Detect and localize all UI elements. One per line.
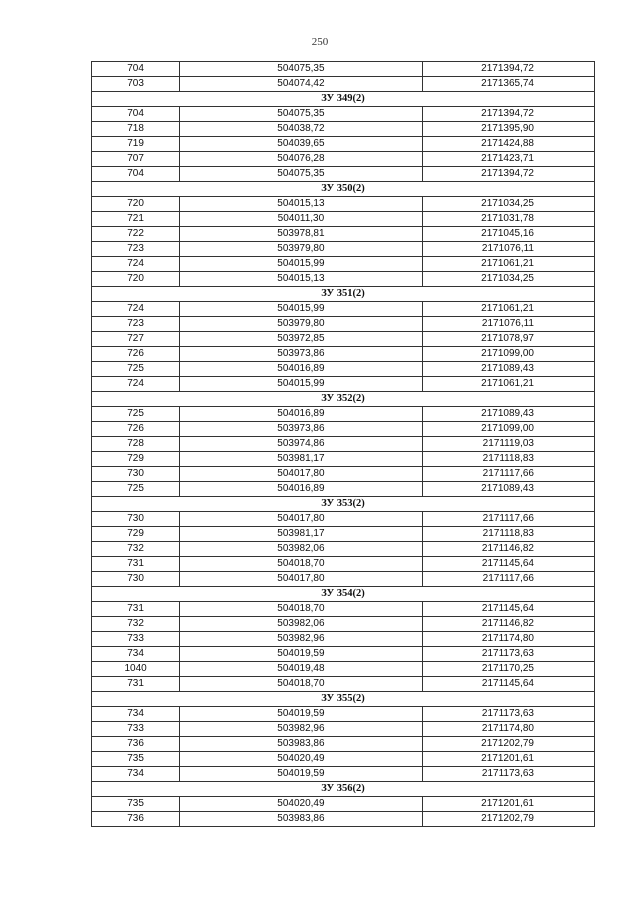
section-title: ЗУ 352(2): [92, 392, 595, 407]
table-row: [92, 422, 595, 437]
table-row: [92, 62, 595, 77]
table-row: [92, 152, 595, 167]
x-coordinate-cell: 504018,70: [180, 557, 422, 572]
section-title: ЗУ 355(2): [92, 692, 595, 707]
y-coordinate-cell: 2171173,63: [422, 767, 594, 782]
point-number-cell: 734: [92, 707, 180, 722]
section-header-row: [92, 182, 595, 197]
section-title: ЗУ 356(2): [92, 782, 595, 797]
y-coordinate-cell: 2171202,79: [422, 737, 594, 752]
table-row: [92, 272, 595, 287]
table-row: [92, 707, 595, 722]
point-number-cell: 723: [92, 317, 180, 332]
table-row: [92, 167, 595, 182]
y-coordinate-cell: 2171395,90: [422, 122, 594, 137]
x-coordinate-cell: 503981,17: [180, 452, 422, 467]
y-coordinate-cell: 2171089,43: [422, 407, 594, 422]
point-number-cell: 724: [92, 302, 180, 317]
point-number-cell: 722: [92, 227, 180, 242]
point-number-cell: 735: [92, 797, 180, 812]
y-coordinate-cell: 2171078,97: [422, 332, 594, 347]
table-row: [92, 572, 595, 587]
y-coordinate-cell: 2171061,21: [422, 257, 594, 272]
table-row: [92, 437, 595, 452]
x-coordinate-cell: 504075,35: [180, 62, 422, 77]
x-coordinate-cell: 504015,13: [180, 197, 422, 212]
point-number-cell: 704: [92, 62, 180, 77]
table-row: [92, 647, 595, 662]
x-coordinate-cell: 504017,80: [180, 467, 422, 482]
x-coordinate-cell: 504038,72: [180, 122, 422, 137]
y-coordinate-cell: 2171145,64: [422, 557, 594, 572]
table-row: [92, 722, 595, 737]
point-number-cell: 703: [92, 77, 180, 92]
table-row: [92, 452, 595, 467]
y-coordinate-cell: 2171031,78: [422, 212, 594, 227]
y-coordinate-cell: 2171118,83: [422, 527, 594, 542]
x-coordinate-cell: 504015,99: [180, 377, 422, 392]
x-coordinate-cell: 504019,48: [180, 662, 422, 677]
table-row: [92, 197, 595, 212]
table-row: [92, 512, 595, 527]
table-row: [92, 737, 595, 752]
point-number-cell: 729: [92, 452, 180, 467]
point-number-cell: 724: [92, 377, 180, 392]
y-coordinate-cell: 2171174,80: [422, 632, 594, 647]
x-coordinate-cell: 503982,96: [180, 632, 422, 647]
point-number-cell: 733: [92, 722, 180, 737]
point-number-cell: 718: [92, 122, 180, 137]
x-coordinate-cell: 504019,59: [180, 647, 422, 662]
y-coordinate-cell: 2171174,80: [422, 722, 594, 737]
x-coordinate-cell: 504016,89: [180, 407, 422, 422]
x-coordinate-cell: 504017,80: [180, 572, 422, 587]
y-coordinate-cell: 2171076,11: [422, 317, 594, 332]
point-number-cell: 720: [92, 272, 180, 287]
y-coordinate-cell: 2171202,79: [422, 812, 594, 827]
table-row: [92, 257, 595, 272]
table-row: [92, 467, 595, 482]
section-header-row: [92, 392, 595, 407]
y-coordinate-cell: 2171394,72: [422, 107, 594, 122]
y-coordinate-cell: 2171146,82: [422, 617, 594, 632]
x-coordinate-cell: 504018,70: [180, 602, 422, 617]
table-row: [92, 122, 595, 137]
y-coordinate-cell: 2171119,03: [422, 437, 594, 452]
point-number-cell: 721: [92, 212, 180, 227]
point-number-cell: 734: [92, 767, 180, 782]
point-number-cell: 734: [92, 647, 180, 662]
table-row: [92, 317, 595, 332]
x-coordinate-cell: 504015,99: [180, 302, 422, 317]
y-coordinate-cell: 2171099,00: [422, 347, 594, 362]
y-coordinate-cell: 2171146,82: [422, 542, 594, 557]
point-number-cell: 732: [92, 617, 180, 632]
section-title: ЗУ 354(2): [92, 587, 595, 602]
point-number-cell: 736: [92, 737, 180, 752]
point-number-cell: 704: [92, 107, 180, 122]
table-row: [92, 107, 595, 122]
x-coordinate-cell: 504015,13: [180, 272, 422, 287]
point-number-cell: 725: [92, 362, 180, 377]
point-number-cell: 724: [92, 257, 180, 272]
y-coordinate-cell: 2171394,72: [422, 62, 594, 77]
x-coordinate-cell: 504074,42: [180, 77, 422, 92]
table-row: [92, 482, 595, 497]
y-coordinate-cell: 2171423,71: [422, 152, 594, 167]
table-row: [92, 242, 595, 257]
point-number-cell: 1040: [92, 662, 180, 677]
table-row: [92, 557, 595, 572]
point-number-cell: 723: [92, 242, 180, 257]
table-row: [92, 77, 595, 92]
x-coordinate-cell: 504076,28: [180, 152, 422, 167]
y-coordinate-cell: 2171201,61: [422, 797, 594, 812]
point-number-cell: 726: [92, 422, 180, 437]
x-coordinate-cell: 503978,81: [180, 227, 422, 242]
section-header-row: [92, 287, 595, 302]
x-coordinate-cell: 504016,89: [180, 482, 422, 497]
x-coordinate-cell: 504016,89: [180, 362, 422, 377]
x-coordinate-cell: 504020,49: [180, 797, 422, 812]
y-coordinate-cell: 2171089,43: [422, 362, 594, 377]
y-coordinate-cell: 2171424,88: [422, 137, 594, 152]
y-coordinate-cell: 2171061,21: [422, 302, 594, 317]
section-header-row: [92, 587, 595, 602]
point-number-cell: 704: [92, 167, 180, 182]
table-row: [92, 767, 595, 782]
x-coordinate-cell: 503983,86: [180, 812, 422, 827]
table-row: [92, 227, 595, 242]
coordinates-table: [91, 61, 595, 827]
y-coordinate-cell: 2171173,63: [422, 647, 594, 662]
section-title: ЗУ 353(2): [92, 497, 595, 512]
x-coordinate-cell: 503974,86: [180, 437, 422, 452]
table-row: [92, 812, 595, 827]
point-number-cell: 727: [92, 332, 180, 347]
y-coordinate-cell: 2171117,66: [422, 512, 594, 527]
x-coordinate-cell: 504019,59: [180, 707, 422, 722]
point-number-cell: 719: [92, 137, 180, 152]
coordinates-table-body: [92, 62, 595, 827]
section-title: ЗУ 351(2): [92, 287, 595, 302]
y-coordinate-cell: 2171145,64: [422, 602, 594, 617]
x-coordinate-cell: 504011,30: [180, 212, 422, 227]
table-row: [92, 752, 595, 767]
section-title: ЗУ 350(2): [92, 182, 595, 197]
table-row: [92, 137, 595, 152]
section-header-row: [92, 782, 595, 797]
table-row: [92, 617, 595, 632]
y-coordinate-cell: 2171061,21: [422, 377, 594, 392]
x-coordinate-cell: 503982,06: [180, 542, 422, 557]
x-coordinate-cell: 504019,59: [180, 767, 422, 782]
page-number: 250: [311, 36, 329, 48]
table-row: [92, 362, 595, 377]
y-coordinate-cell: 2171145,64: [422, 677, 594, 692]
point-number-cell: 735: [92, 752, 180, 767]
x-coordinate-cell: 503979,80: [180, 242, 422, 257]
x-coordinate-cell: 503981,17: [180, 527, 422, 542]
point-number-cell: 720: [92, 197, 180, 212]
y-coordinate-cell: 2171118,83: [422, 452, 594, 467]
point-number-cell: 730: [92, 572, 180, 587]
x-coordinate-cell: 504075,35: [180, 167, 422, 182]
point-number-cell: 725: [92, 482, 180, 497]
point-number-cell: 707: [92, 152, 180, 167]
y-coordinate-cell: 2171117,66: [422, 572, 594, 587]
y-coordinate-cell: 2171034,25: [422, 272, 594, 287]
y-coordinate-cell: 2171099,00: [422, 422, 594, 437]
x-coordinate-cell: 503973,86: [180, 347, 422, 362]
section-header-row: [92, 497, 595, 512]
y-coordinate-cell: 2171201,61: [422, 752, 594, 767]
x-coordinate-cell: 503979,80: [180, 317, 422, 332]
x-coordinate-cell: 504039,65: [180, 137, 422, 152]
point-number-cell: 736: [92, 812, 180, 827]
section-title: ЗУ 349(2): [92, 92, 595, 107]
y-coordinate-cell: 2171045,16: [422, 227, 594, 242]
table-row: [92, 797, 595, 812]
table-row: [92, 602, 595, 617]
point-number-cell: 728: [92, 437, 180, 452]
table-row: [92, 407, 595, 422]
table-row: [92, 212, 595, 227]
point-number-cell: 729: [92, 527, 180, 542]
point-number-cell: 732: [92, 542, 180, 557]
point-number-cell: 731: [92, 602, 180, 617]
table-row: [92, 527, 595, 542]
table-row: [92, 662, 595, 677]
section-header-row: [92, 92, 595, 107]
x-coordinate-cell: 503982,96: [180, 722, 422, 737]
y-coordinate-cell: 2171034,25: [422, 197, 594, 212]
table-row: [92, 347, 595, 362]
y-coordinate-cell: 2171089,43: [422, 482, 594, 497]
section-header-row: [92, 692, 595, 707]
x-coordinate-cell: 504075,35: [180, 107, 422, 122]
table-row: [92, 302, 595, 317]
y-coordinate-cell: 2171076,11: [422, 242, 594, 257]
x-coordinate-cell: 503972,85: [180, 332, 422, 347]
table-row: [92, 677, 595, 692]
x-coordinate-cell: 504015,99: [180, 257, 422, 272]
point-number-cell: 726: [92, 347, 180, 362]
table-row: [92, 632, 595, 647]
table-row: [92, 332, 595, 347]
y-coordinate-cell: 2171117,66: [422, 467, 594, 482]
x-coordinate-cell: 504018,70: [180, 677, 422, 692]
point-number-cell: 725: [92, 407, 180, 422]
x-coordinate-cell: 503983,86: [180, 737, 422, 752]
point-number-cell: 731: [92, 557, 180, 572]
y-coordinate-cell: 2171394,72: [422, 167, 594, 182]
point-number-cell: 733: [92, 632, 180, 647]
y-coordinate-cell: 2171173,63: [422, 707, 594, 722]
x-coordinate-cell: 504020,49: [180, 752, 422, 767]
x-coordinate-cell: 503973,86: [180, 422, 422, 437]
point-number-cell: 730: [92, 512, 180, 527]
y-coordinate-cell: 2171170,25: [422, 662, 594, 677]
x-coordinate-cell: 503982,06: [180, 617, 422, 632]
point-number-cell: 730: [92, 467, 180, 482]
x-coordinate-cell: 504017,80: [180, 512, 422, 527]
table-row: [92, 377, 595, 392]
point-number-cell: 731: [92, 677, 180, 692]
y-coordinate-cell: 2171365,74: [422, 77, 594, 92]
table-row: [92, 542, 595, 557]
